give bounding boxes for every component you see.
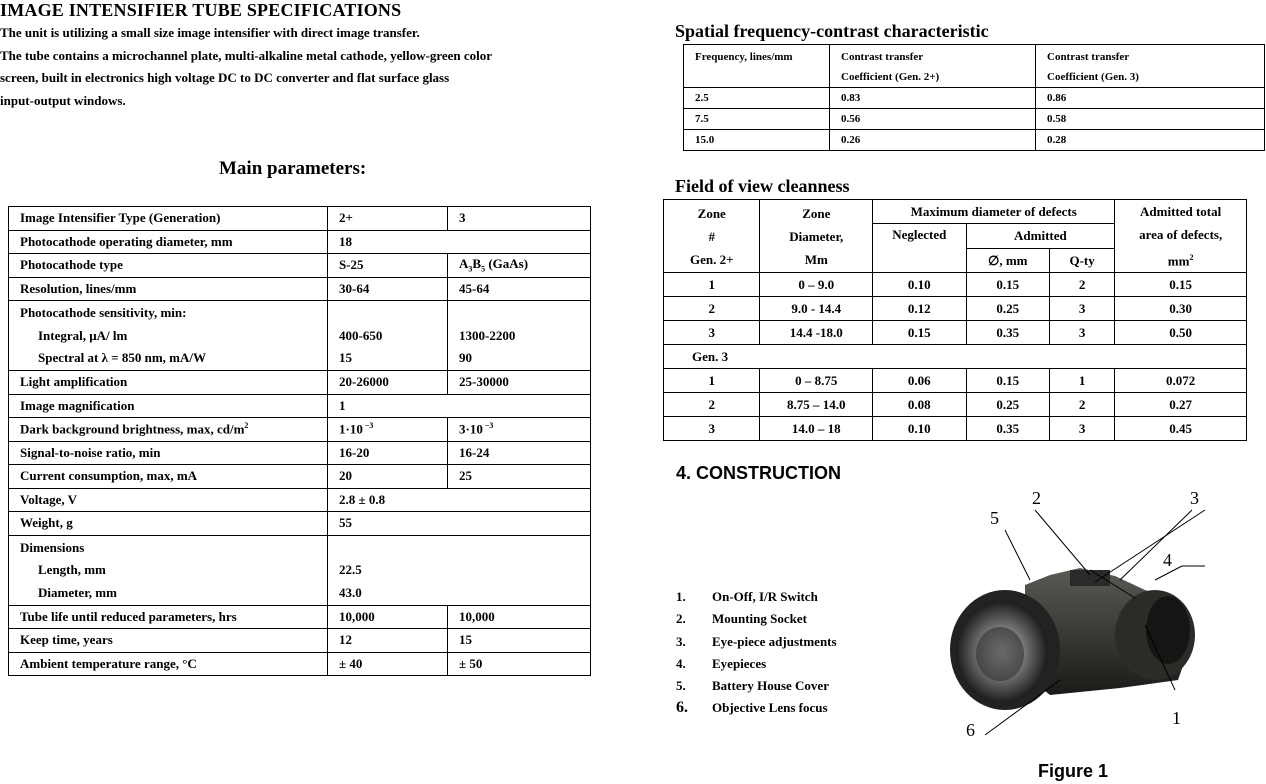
table-cell: 1 xyxy=(1049,369,1114,393)
param-value-gen2: 30-64 xyxy=(328,277,448,301)
table-group-row xyxy=(664,345,1247,369)
unit: mm xyxy=(1167,253,1190,269)
param-sublabel: Integral, μA/ lm xyxy=(38,327,128,343)
param-value-gen3 xyxy=(448,418,591,442)
formula-sub: 5 xyxy=(481,265,486,275)
formula-rest: (GaAs) xyxy=(485,256,529,272)
group-label-gen3: Gen. 3 xyxy=(664,345,1247,369)
table-cell: 0.45 xyxy=(1115,417,1247,441)
param-label: Voltage, V xyxy=(9,488,328,512)
list-item xyxy=(676,631,837,653)
col-header-neglected: Neglected xyxy=(873,224,966,273)
table-row xyxy=(9,605,591,629)
header-line: Zone xyxy=(802,205,831,221)
param-label: Photocathode type xyxy=(9,254,328,278)
intro-line: input-output windows. xyxy=(0,92,126,108)
param-value: 55 xyxy=(328,512,591,536)
formula-sub: 3 xyxy=(468,265,473,275)
table-row xyxy=(9,277,591,301)
param-value: 400-650 xyxy=(339,327,383,343)
intro-text xyxy=(0,22,600,112)
unit-sup: 2 xyxy=(1189,253,1194,262)
param-label-main: Photocathode sensitivity, min: xyxy=(20,305,187,320)
param-label-text: Dark background brightness, max, cd/m xyxy=(20,421,245,437)
field-of-view-table xyxy=(663,199,1247,441)
table-cell: 0.15 xyxy=(966,273,1049,297)
table-cell: 0.35 xyxy=(966,417,1049,441)
table-cell: 3 xyxy=(664,321,760,345)
header-line: area of defects, xyxy=(1139,227,1223,242)
item-number: 2. xyxy=(676,611,686,627)
table-row xyxy=(684,130,1265,151)
param-label: Current consumption, max, mA xyxy=(9,465,328,489)
table-cell: 14.0 – 18 xyxy=(760,417,873,441)
param-sublabel: Length, mm xyxy=(38,562,106,577)
table-cell: 0 – 8.75 xyxy=(760,369,873,393)
param-value-gen2: 20 xyxy=(328,465,448,489)
table-row xyxy=(9,629,591,653)
param-label: Photocathode operating diameter, mm xyxy=(9,230,328,254)
col-header-total xyxy=(1115,200,1247,273)
table-cell: 0.25 xyxy=(966,297,1049,321)
table-header-row xyxy=(664,200,1247,224)
page-title: IMAGE INTENSIFIER TUBE SPECIFICATIONS xyxy=(0,0,402,20)
callout-label: 4 xyxy=(1163,550,1172,570)
table-cell: 0.25 xyxy=(966,393,1049,417)
col-header xyxy=(1036,45,1265,88)
table-cell: 14.4 -18.0 xyxy=(760,321,873,345)
figure-caption: Figure 1 xyxy=(1038,761,1109,781)
table-cell: 0.06 xyxy=(873,369,966,393)
param-label: Image Intensifier Type (Generation) xyxy=(9,207,328,231)
header-line xyxy=(1115,246,1246,272)
param-label: Signal-to-noise ratio, min xyxy=(9,441,328,465)
param-value-gen2 xyxy=(328,301,448,371)
param-value-gen2: 16-20 xyxy=(328,441,448,465)
param-value-gen2: 10,000 xyxy=(328,605,448,629)
col-header-phi: ∅, mm xyxy=(966,249,1049,273)
table-cell: 3 xyxy=(1049,321,1114,345)
col-header-max: Maximum diameter of defects xyxy=(873,200,1115,224)
param-label: Ambient temperature range, °C xyxy=(9,652,328,676)
formula-a: A xyxy=(459,256,469,272)
table-cell: 0 – 9.0 xyxy=(760,273,873,297)
param-value-gen2: 20-26000 xyxy=(328,371,448,395)
table-row xyxy=(664,297,1247,321)
param-label-main: Dimensions xyxy=(20,539,85,555)
list-item xyxy=(676,586,837,608)
unit-sup: 2 xyxy=(244,421,249,431)
item-label: Battery House Cover xyxy=(712,678,829,694)
col-header: Frequency, lines/mm xyxy=(684,45,830,88)
param-label xyxy=(9,418,328,442)
header-line: Admitted total xyxy=(1140,204,1222,219)
table-cell: 2 xyxy=(1049,393,1114,417)
table-row xyxy=(9,254,591,278)
param-value: 43.0 xyxy=(339,584,362,600)
table-row xyxy=(684,109,1265,130)
table-row xyxy=(664,273,1247,297)
param-value-gen3: 15 xyxy=(448,629,591,653)
table-cell: 0.10 xyxy=(873,417,966,441)
param-value: 18 xyxy=(328,230,591,254)
table-cell: 15.0 xyxy=(684,130,830,151)
param-value-gen3: 25-30000 xyxy=(448,371,591,395)
table-row xyxy=(9,535,591,605)
table-row xyxy=(664,393,1247,417)
param-value-gen3: 10,000 xyxy=(448,605,591,629)
param-label: Image magnification xyxy=(9,394,328,418)
fov-section-heading: Field of view cleanness xyxy=(675,176,850,196)
list-item xyxy=(676,653,837,675)
param-value: 1 xyxy=(328,394,591,418)
intro-line: The unit is utilizing a small size image intensifier with direct image transfer. xyxy=(0,25,420,40)
list-item xyxy=(676,608,837,630)
callout-label: 5 xyxy=(990,508,999,528)
col-header-qty: Q-ty xyxy=(1049,249,1114,273)
table-row xyxy=(664,321,1247,345)
table-cell: 0.86 xyxy=(1036,88,1265,109)
freq-section-heading: Spatial frequency-contrast characteristic xyxy=(675,21,989,41)
param-value-gen2: 12 xyxy=(328,629,448,653)
param-value: 2.8 ± 0.8 xyxy=(328,488,591,512)
item-number: 5. xyxy=(676,678,686,694)
param-label: Tube life until reduced parameters, hrs xyxy=(9,605,328,629)
table-cell: 0.28 xyxy=(1036,130,1265,151)
item-label: On-Off, I/R Switch xyxy=(712,589,818,604)
table-cell: 2 xyxy=(664,393,760,417)
table-row xyxy=(664,417,1247,441)
table-cell: 9.0 - 14.4 xyxy=(760,297,873,321)
param-value: 1300-2200 xyxy=(459,327,516,343)
item-label: Eyepieces xyxy=(712,655,767,671)
param-sublabel: Diameter, mm xyxy=(38,584,117,600)
item-label: Objective Lens focus xyxy=(712,700,828,716)
param-value-gen2 xyxy=(328,418,448,442)
param-value-gen2: ± 40 xyxy=(328,652,448,676)
goggle-figure xyxy=(930,480,1260,750)
col-header xyxy=(830,45,1036,88)
table-cell: 0.58 xyxy=(1036,109,1265,130)
table-row xyxy=(9,207,591,231)
table-cell: 0.56 xyxy=(830,109,1036,130)
param-value: 1·10 xyxy=(339,421,363,437)
table-cell: 0.10 xyxy=(873,273,966,297)
table-cell: 2 xyxy=(1049,273,1114,297)
param-value-gen3: 45-64 xyxy=(448,277,591,301)
table-header-row xyxy=(684,45,1265,88)
table-cell: 0.27 xyxy=(1115,393,1247,417)
param-value: 22.5 xyxy=(339,562,362,577)
main-parameters-table xyxy=(8,206,591,676)
table-row xyxy=(9,465,591,489)
table-row xyxy=(9,394,591,418)
param-label: Resolution, lines/mm xyxy=(9,277,328,301)
item-label: Eye-piece adjustments xyxy=(712,633,837,649)
table-row xyxy=(9,301,591,371)
construction-heading: 4. CONSTRUCTION xyxy=(676,463,842,483)
callout-label: 2 xyxy=(1032,488,1041,508)
item-number: 3. xyxy=(676,633,686,649)
item-label: Mounting Socket xyxy=(712,611,807,627)
table-cell: 0.30 xyxy=(1115,297,1247,321)
table-cell: 0.50 xyxy=(1115,321,1247,345)
table-row xyxy=(9,652,591,676)
col-header-line: Contrast transfer xyxy=(1047,51,1130,63)
table-cell: 7.5 xyxy=(684,109,830,130)
header-line: Mm xyxy=(804,251,828,267)
table-cell: 2.5 xyxy=(684,88,830,109)
item-number: 1. xyxy=(676,589,686,604)
callout-label: 1 xyxy=(1172,708,1181,728)
header-line: Gen. 2+ xyxy=(689,251,734,267)
list-item xyxy=(676,697,837,719)
intro-line: screen, built in electronics high voltage DC to DC converter and flat surface glass xyxy=(0,70,450,85)
table-cell: 2 xyxy=(664,297,760,321)
exponent: −3 xyxy=(482,421,494,431)
param-value: 3·10 xyxy=(459,421,483,437)
param-sublabel: Spectral at λ = 850 nm, mA/W xyxy=(38,350,206,365)
item-number: 4. xyxy=(676,655,686,671)
table-row xyxy=(9,512,591,536)
param-value: 90 xyxy=(459,350,472,365)
param-label xyxy=(9,535,328,605)
param-value-gen3 xyxy=(448,254,591,278)
table-cell: 3 xyxy=(664,417,760,441)
table-cell: 3 xyxy=(1049,417,1114,441)
list-item xyxy=(676,675,837,697)
table-row xyxy=(664,369,1247,393)
header-line: # xyxy=(708,228,715,244)
col-header-admitted: Admitted xyxy=(966,224,1115,249)
param-label: Keep time, years xyxy=(9,629,328,653)
main-parameters-heading: Main parameters: xyxy=(219,158,367,179)
table-cell: 0.15 xyxy=(966,369,1049,393)
header-line: Zone xyxy=(697,205,726,221)
table-cell: 0.83 xyxy=(830,88,1036,109)
table-cell: 0.15 xyxy=(1115,273,1247,297)
intro-line: The tube contains a microchannel plate, multi-alkaline metal cathode, yellow-green color xyxy=(0,47,493,63)
param-value-gen3 xyxy=(448,301,591,371)
table-cell: 3 xyxy=(1049,297,1114,321)
param-label xyxy=(9,301,328,371)
param-value: 15 xyxy=(339,350,352,365)
col-header-line: Coefficient (Gen. 2+) xyxy=(841,71,940,83)
param-value xyxy=(328,535,591,605)
param-label: Light amplification xyxy=(9,371,328,395)
table-row xyxy=(9,441,591,465)
exponent: −3 xyxy=(362,421,374,431)
col-header-line: Contrast transfer xyxy=(841,51,924,63)
col-header-diameter xyxy=(760,200,873,273)
param-label: Weight, g xyxy=(9,512,328,536)
parts-legend xyxy=(676,586,837,720)
table-cell: 0.26 xyxy=(830,130,1036,151)
table-cell: 0.12 xyxy=(873,297,966,321)
param-value-gen3: ± 50 xyxy=(448,652,591,676)
param-value-gen2: 2+ xyxy=(328,207,448,231)
table-row xyxy=(9,371,591,395)
callout-label: 6 xyxy=(966,720,975,740)
table-cell: 8.75 – 14.0 xyxy=(760,393,873,417)
table-row xyxy=(9,418,591,442)
table-row xyxy=(9,230,591,254)
param-value-gen3: 16-24 xyxy=(448,441,591,465)
table-cell: 0.35 xyxy=(966,321,1049,345)
table-cell: 0.08 xyxy=(873,393,966,417)
table-cell: 1 xyxy=(664,273,760,297)
col-header-line: Coefficient (Gen. 3) xyxy=(1047,71,1139,83)
param-value-gen2: S-25 xyxy=(328,254,448,278)
table-row xyxy=(684,88,1265,109)
frequency-contrast-table xyxy=(683,44,1265,151)
header-line: Diameter, xyxy=(789,228,844,244)
param-value-gen3: 25 xyxy=(448,465,591,489)
table-row xyxy=(9,488,591,512)
col-header-zone xyxy=(664,200,760,273)
table-cell: 0.072 xyxy=(1115,369,1247,393)
item-number: 6. xyxy=(676,699,688,717)
table-cell: 0.15 xyxy=(873,321,966,345)
table-cell: 1 xyxy=(664,369,760,393)
formula-b: B xyxy=(472,256,482,272)
param-value-gen3: 3 xyxy=(448,207,591,231)
callout-label: 3 xyxy=(1190,488,1199,508)
